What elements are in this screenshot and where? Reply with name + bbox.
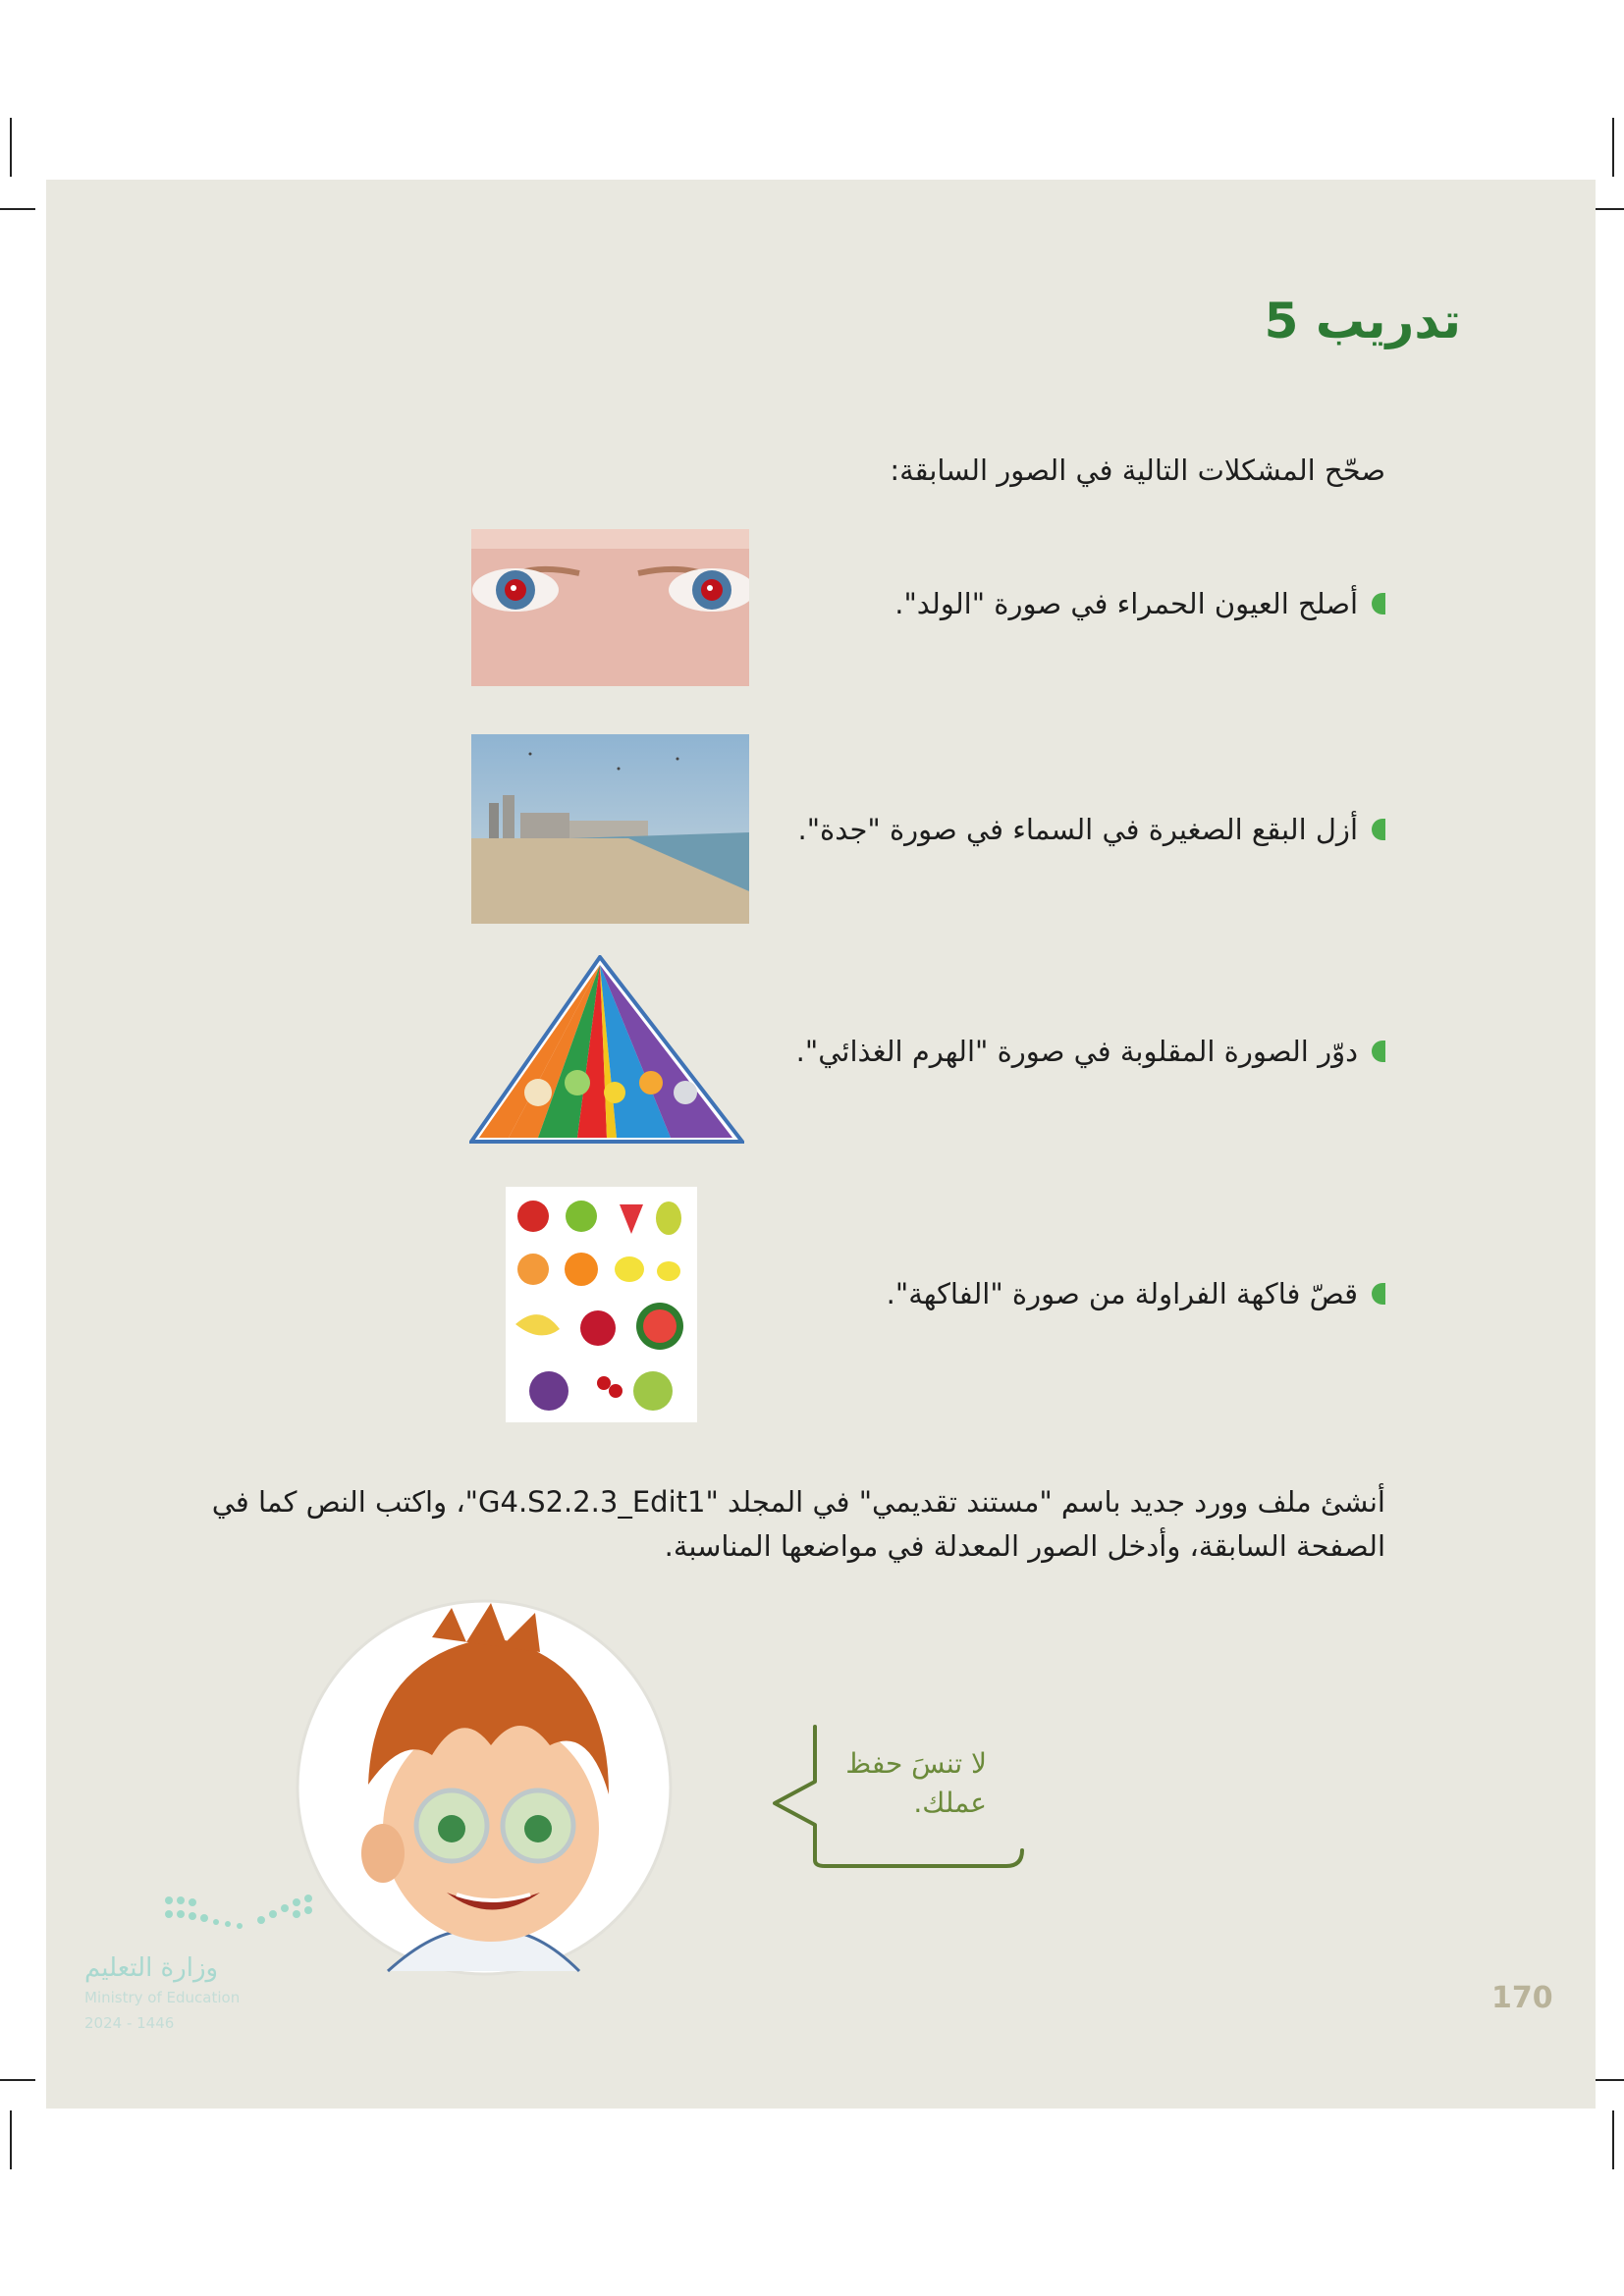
task-text: أصلح العيون الحمراء في صورة "الولد". <box>894 587 1358 620</box>
task-text: دوّر الصورة المقلوبة في صورة "الهرم الغذائي". <box>795 1035 1358 1068</box>
task-item <box>894 587 1385 620</box>
ministry-name-arabic: وزارة التعليم <box>84 1953 219 1983</box>
crop-mark <box>10 118 12 177</box>
crop-mark <box>10 2110 12 2169</box>
crop-mark <box>0 2079 35 2081</box>
exercise-title: تدريب 5 <box>1264 293 1461 349</box>
instruction-paragraph: أنشئ ملف وورد جديد باسم "مستند تقديمي" في المجلد "G4.S2.2.3_Edit1"، واكتب النص كما في الصفحة السابقة، وأدخل الصور المعدلة في مواضعها المناسبة. <box>211 1485 1385 1563</box>
bullet-icon <box>1372 593 1385 614</box>
food-pyramid-image <box>469 955 744 1146</box>
bullet-icon <box>1372 1283 1385 1305</box>
crop-mark <box>1612 2110 1614 2169</box>
bullet-icon <box>1372 1041 1385 1062</box>
crop-mark <box>0 208 35 210</box>
fruits-image <box>506 1187 697 1422</box>
task-item <box>798 813 1386 846</box>
jeddah-beach-image <box>471 734 749 924</box>
ministry-logo-dots <box>163 1893 320 1942</box>
tip-text: لا تنسَ حفظ عملك. <box>845 1747 987 1819</box>
ministry-name-english: Ministry of Education <box>84 1989 241 2006</box>
task-text: قصّ فاكهة الفراولة من صورة "الفاكهة". <box>886 1277 1358 1310</box>
boy-character-illustration <box>295 1598 674 1977</box>
task-text: أزل البقع الصغيرة في السماء في صورة "جدة". <box>797 813 1358 846</box>
crop-mark <box>1612 118 1614 177</box>
red-eyes-image <box>471 529 749 686</box>
task-item <box>887 1277 1385 1310</box>
intro-text: صحّح المشكلات التالية في الصور السابقة: <box>890 454 1385 487</box>
page-number: 170 <box>1491 1981 1553 2015</box>
bullet-icon <box>1372 819 1385 840</box>
ministry-year: 2024 - 1446 <box>84 2014 175 2032</box>
task-item <box>796 1035 1385 1068</box>
